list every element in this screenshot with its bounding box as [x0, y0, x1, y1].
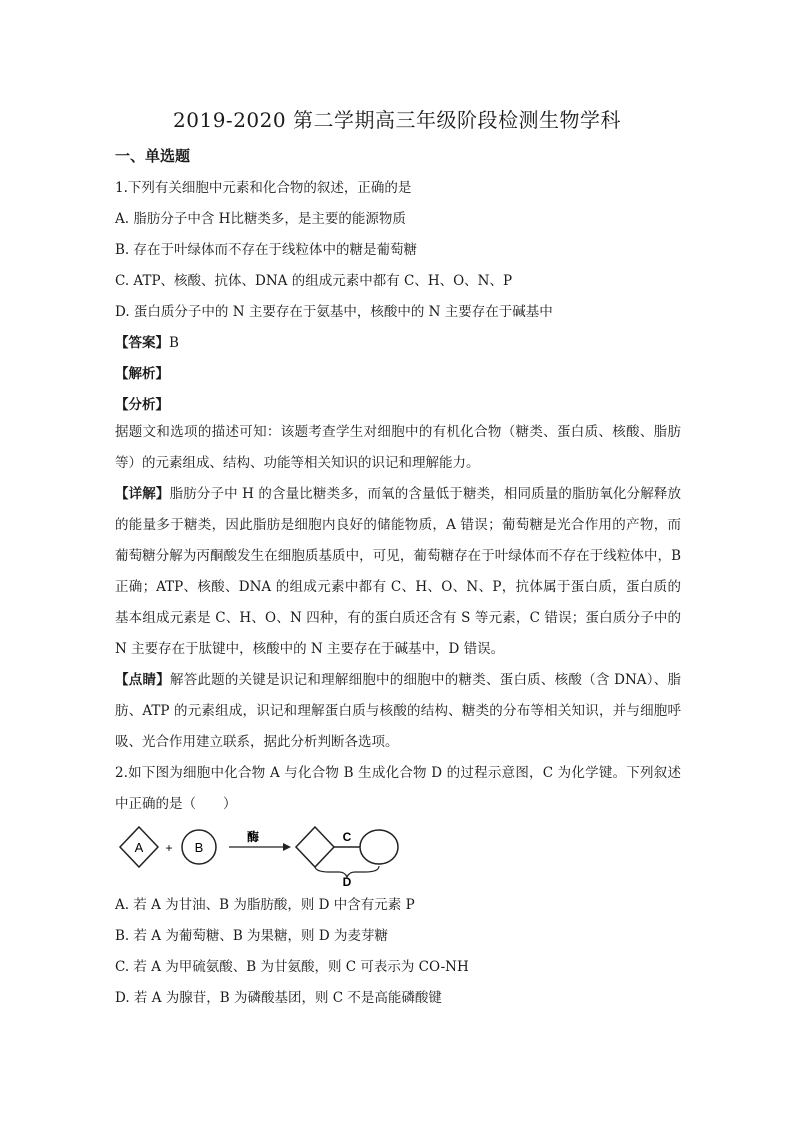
analysis-label: 【解析】: [115, 366, 169, 382]
q2-option-a: A. 若 A 为甘油、B 为脂肪酸，则 D 中含有元素 P: [115, 897, 415, 913]
q1-option-b: B. 存在于叶绿体而不存在于线粒体中的糖是葡萄糖: [115, 242, 418, 258]
q2-option-d: D. 若 A 为腺苷，B 为磷酸基团，则 C 不是高能磷酸键: [115, 990, 442, 1006]
point-text: 解答此题的关键是识记和理解细胞中的细胞中的糖类、蛋白质、核酸（含 DNA）、脂肪、ATP 的元素组成，识记和理解蛋白质与核酸的结构、糖类的分布等相关知识，并与细胞呼吸、光合作用建立联系，据此分析判断各选项。: [115, 672, 682, 750]
detail-paragraph: [115, 479, 681, 665]
product-circle-shape: [360, 830, 398, 864]
detail-text: 脂肪分子中 H 的含量比糖类多，而氧的含量低于糖类，相同质量的脂肪氧化分解释放的能量多于糖类，因此脂肪是细胞内良好的储能物质，A 错误；葡萄糖是光合作用的产物，而葡萄糖分解为丙酮酸发生在细胞质基质中，可见，葡萄糖存在于叶绿体而不存在于线粒体中，B 正确；ATP、核酸、DNA 的组成元素中都有 C、H、O、N、P，抗体属于蛋白质，蛋白质的基本组成元素是 C、H、O、N 四种，有的蛋白质还含有 S 等元素，C 错误；蛋白质分子中的 N 主要存在于肽键中，核酸中的 N 主要存在于碱基中，D 错误。: [115, 486, 682, 657]
q1-option-c: C. ATP、核酸、抗体、DNA 的组成元素中都有 C、H、O、N、P: [115, 273, 513, 289]
label-d: D: [342, 875, 352, 886]
point-label: 【点睛】: [115, 672, 170, 688]
arrow-head: [283, 843, 291, 851]
section-heading: 一、单选题: [115, 147, 191, 165]
fenxi-label: 【分析】: [115, 397, 169, 413]
detail-label: 【详解】: [115, 486, 170, 502]
point-paragraph: [115, 665, 681, 758]
reaction-diagram: [115, 824, 415, 886]
q2-option-b: B. 若 A 为葡萄糖、B 为果糖，则 D 为麦芽糖: [115, 928, 388, 944]
enzyme-label: 酶: [246, 830, 260, 844]
answer-value: B: [169, 335, 179, 351]
plus-sign: +: [165, 841, 173, 855]
q1-option-a: A. 脂肪分子中含 H比糖类多，是主要的能源物质: [115, 211, 406, 227]
fenxi-paragraph: 据题文和选项的描述可知：该题考查学生对细胞中的有机化合物（糖类、蛋白质、核酸、脂肪等）的元素组成、结构、功能等相关知识的识记和理解能力。: [115, 424, 681, 471]
label-c: C: [342, 830, 352, 844]
document-title: 2019-2020 第二学期高三年级阶段检测生物学科: [173, 108, 621, 132]
q1-answer: [115, 331, 179, 351]
answer-label: 【答案】: [115, 335, 169, 351]
label-b: B: [194, 840, 204, 855]
product-diamond-shape: [296, 827, 334, 867]
q2-stem: 2.如下图为细胞中化合物 A 与化合物 B 生成化合物 D 的过程示意图，C 为化学键。下列叙述中正确的是（ ）: [115, 765, 681, 812]
label-a: A: [134, 840, 144, 855]
q1-stem: 1.下列有关细胞中元素和化合物的叙述，正确的是: [115, 180, 412, 196]
q2-option-c: C. 若 A 为甲硫氨酸、B 为甘氨酸，则 C 可表示为 CO-NH: [115, 959, 469, 975]
q1-option-d: D. 蛋白质分子中的 N 主要存在于氨基中，核酸中的 N 主要存在于碱基中: [115, 304, 553, 320]
